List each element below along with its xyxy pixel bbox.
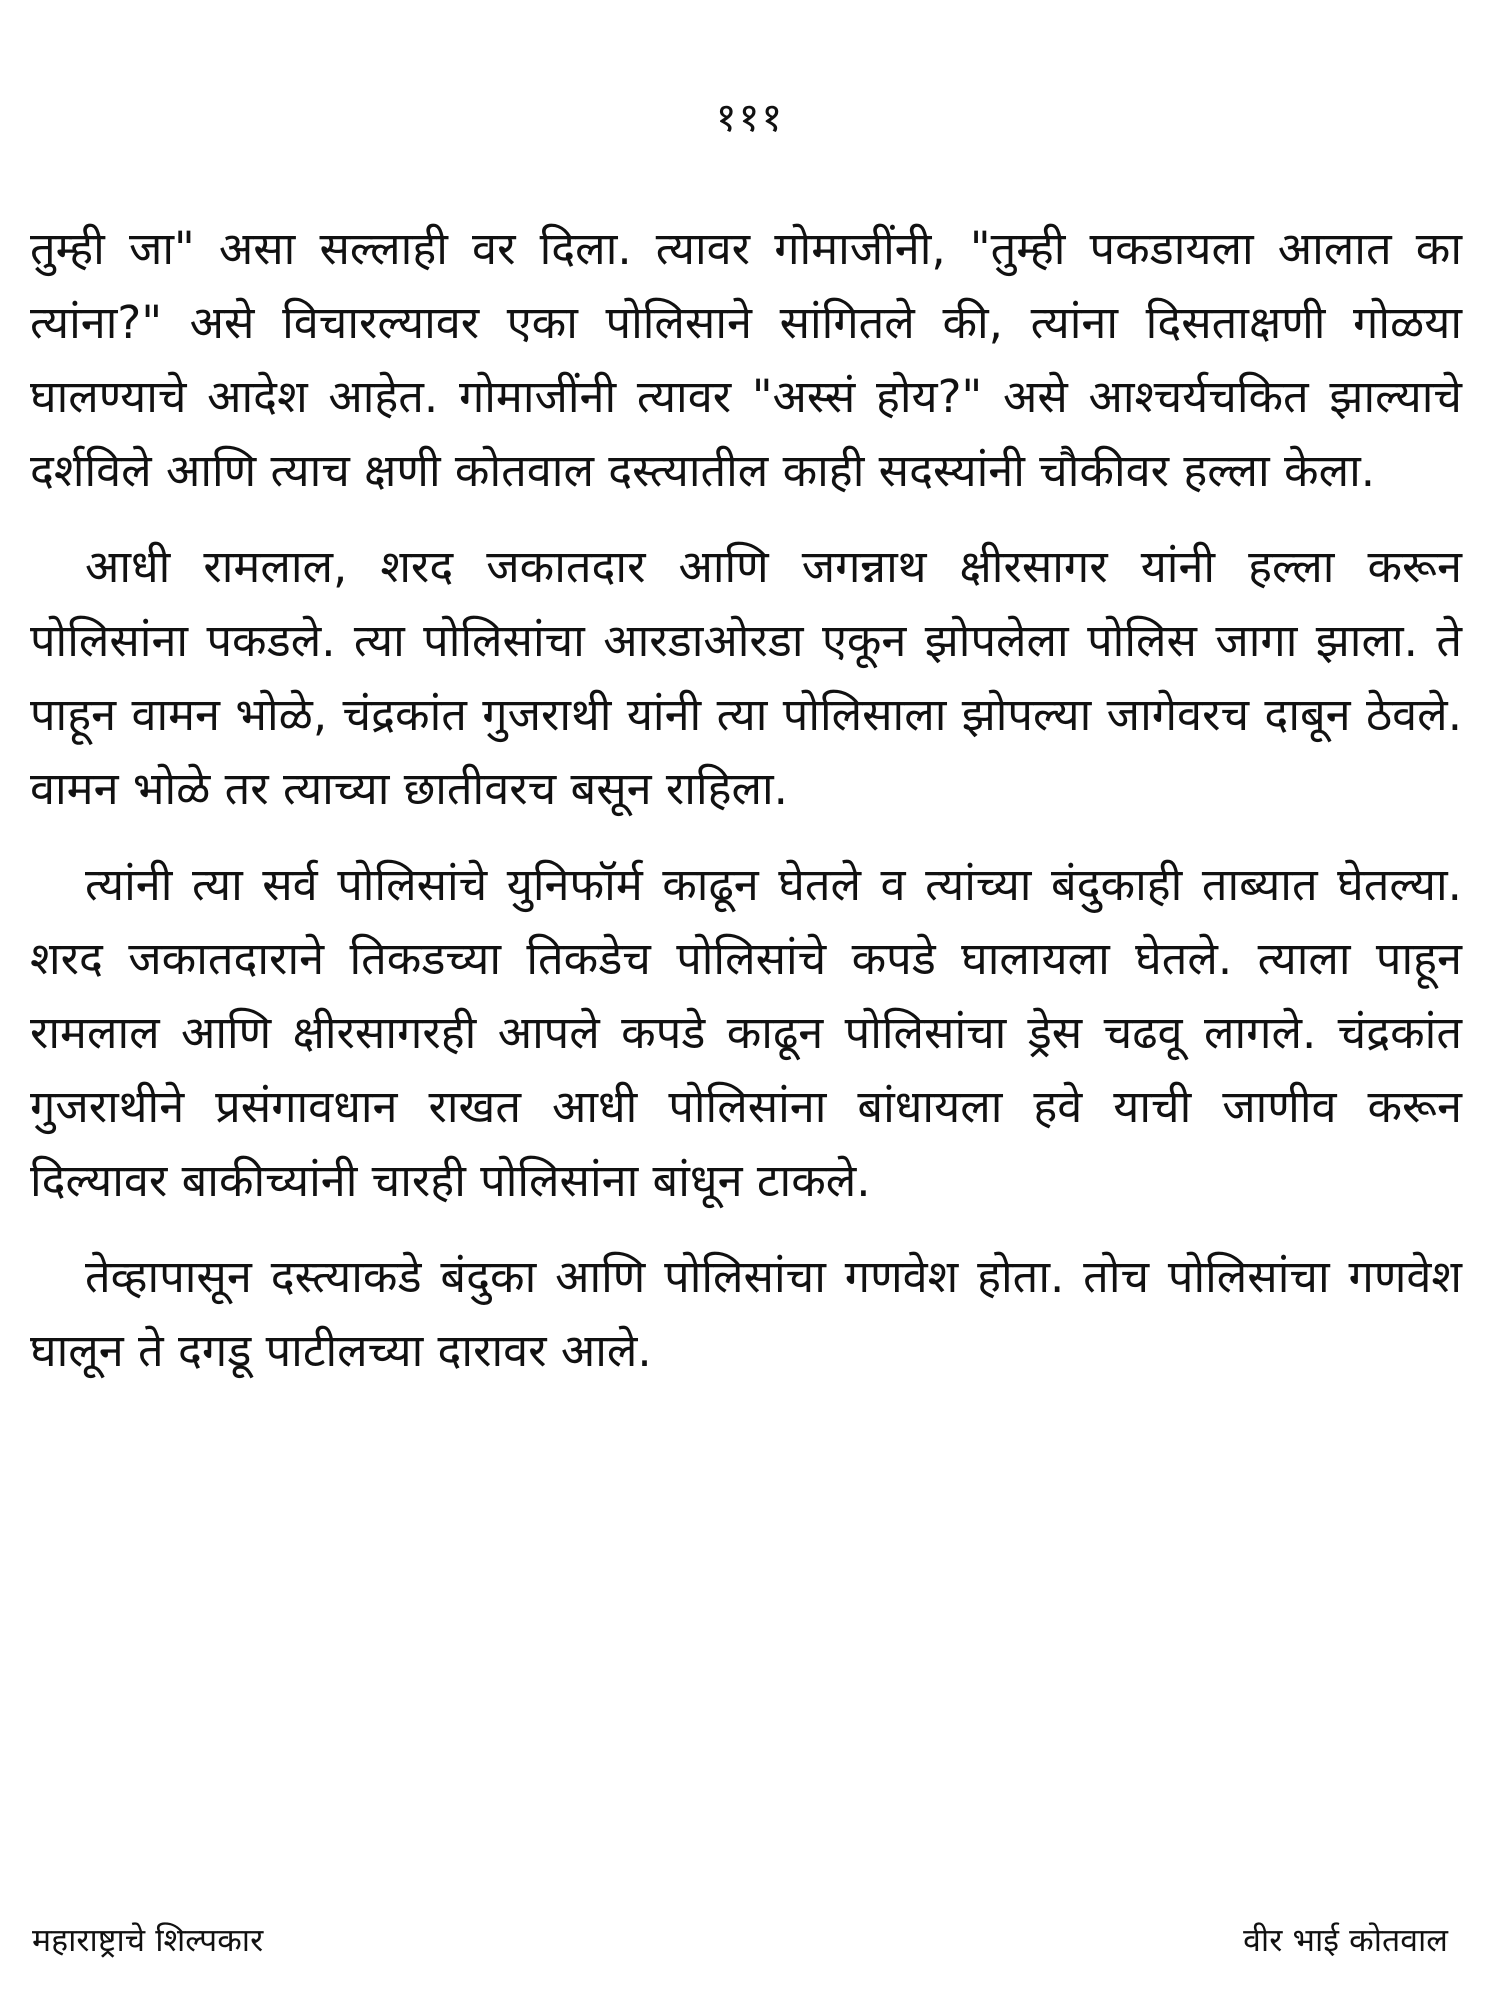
paragraph-3: त्यांनी त्या सर्व पोलिसांचे युनिफॉर्म काढून घेतले व त्यांच्या बंदुकाही ताब्यात घेतल्या. शरद जकातदाराने तिकडच्या तिकडेच पोलिसांचे कपडे घालायला घेतले. त्याला पाहून रामलाल आणि क्षीरसागरही आपले कपडे काढून पोलिसांचा ड्रेस चढवू लागले. चंद्रकांत गुजराथीने प्रसंगावधान राखत आधी पोलिसांना बांधायला हवे याची जाणीव करून दिल्यावर बाकीच्यांनी चारही पोलिसांना बांधून टाकले. xyxy=(30,858,1462,1207)
paragraph-4: तेव्हापासून दस्त्याकडे बंदुका आणि पोलिसांचा गणवेश होता. तोच पोलिसांचा गणवेश घालून ते दगडू पाटीलच्या दारावर आले. xyxy=(30,1250,1462,1377)
paragraph-2: आधी रामलाल, शरद जकातदार आणि जगन्नाथ क्षीरसागर यांनी हल्ला करून पोलिसांना पकडले. त्या पोलिसांचा आरडाओरडा एकून झोपलेला पोलिस जागा झाला. ते पाहून वामन भोळे, चंद्रकांत गुजराथी यांनी त्या पोलिसाला झोपल्या जागेवरच दाबून ठेवले. वामन भोळे तर त्याच्या छातीवरच बसून राहिला. xyxy=(30,540,1462,815)
paragraph-1: तुम्ही जा" असा सल्लाही वर दिला. त्यावर गोमाजींनी, "तुम्ही पकडायला आलात का त्यांना?" असे विचारल्यावर एका पोलिसाने सांगितले की, त्यांना दिसताक्षणी गोळया घालण्याचे आदेश आहेत. गोमाजींनी त्यावर "अस्सं होय?" असे आश्चर्यचकित झाल्याचे दर्शविले आणि त्याच क्षणी कोतवाल दस्त्यातील काही सदस्यांनी चौकीवर हल्ला केला. xyxy=(30,222,1462,497)
footer-chapter-title: वीर भाई कोतवाल xyxy=(1243,1921,1448,1959)
page-number: १११ xyxy=(715,95,785,141)
body-text xyxy=(30,212,1462,1388)
footer-book-title: महाराष्ट्राचे शिल्पकार xyxy=(32,1921,264,1959)
